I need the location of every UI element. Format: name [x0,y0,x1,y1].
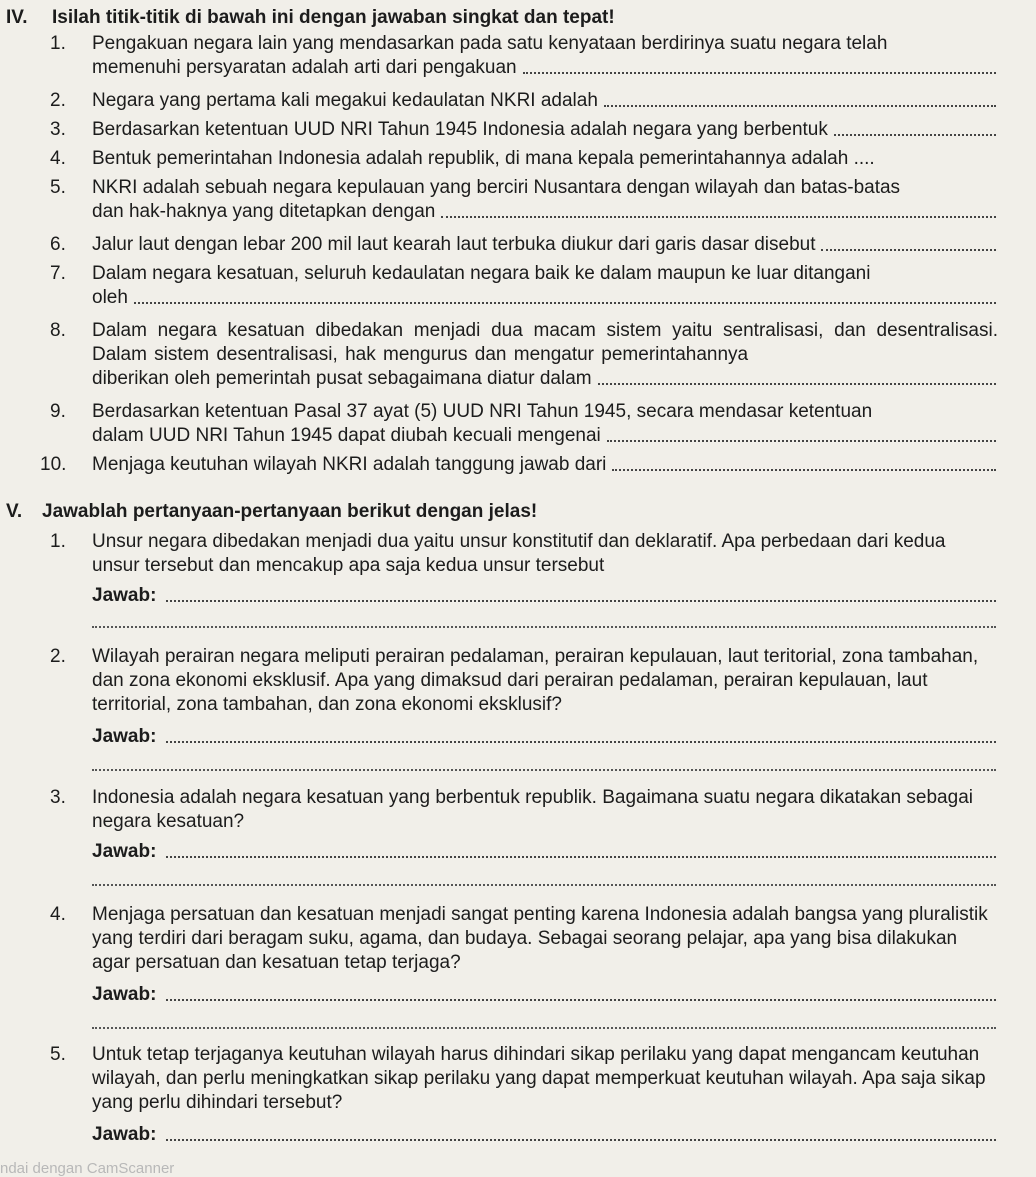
answer-label: Jawab: [92,841,157,862]
iv-item-fill-line [92,56,996,80]
iv-item-fill-line [92,233,996,257]
iv-item-prompt: Berdasarkan ketentuan UUD NRI Tahun 1945 Indonesia adalah negara yang berbentuk [92,119,828,140]
iv-item-fill-line [92,147,996,171]
answer-field[interactable] [166,856,996,858]
iv-item-fill-line [92,89,996,113]
v-item-question: Indonesia adalah negara kesatuan yang berbentuk republik. Bagaimana suatu negara dikatakan sebagai negara kesatuan? [92,787,973,832]
iv-item-number: 8. [50,320,66,341]
answer-label: Jawab: [92,984,157,1005]
iv-item-prompt: diberikan oleh pemerintah pusat sebagaimana diatur dalam [92,368,592,389]
answer-label: Jawab: [92,585,157,606]
answer-field[interactable] [166,741,996,743]
v-item-number: 3. [50,787,66,808]
iv-item-prompt: Jalur laut dengan lebar 200 mil laut kearah laut terbuka diukur dari garis dasar disebut [92,234,816,255]
section-iv-numeral: IV. [6,7,28,28]
iv-item-prompt: oleh [92,287,128,308]
v-item-question: Untuk tetap terjaganya keutuhan wilayah harus dihindari sikap perilaku yang dapat mengancam keutuhan wilayah, dan perlu meningkatkan sikap perilaku yang dapat memperkuat keutuhan wilayah. Apa saja sikap yang perlu dihindari tersebut? [92,1044,986,1113]
iv-item-text: NKRI adalah sebuah negara kepulauan yang berciri Nusantara dengan wilayah dan batas-batas [92,177,901,198]
iv-item-text: Dalam negara kesatuan, seluruh kedaulatan negara baik ke dalam maupun ke luar ditangani [92,263,871,284]
iv-item-fill-line [92,453,996,477]
v-item-number: 2. [50,646,66,667]
answer-blank[interactable] [134,302,996,304]
v-item-question: Menjaga persatuan dan kesatuan menjadi sangat penting karena Indonesia adalah bangsa yang pluralistik yang terdiri dari beragam suku, agama, dan budaya. Sebagai seorang pelajar, apa yang bisa dilakukan agar persatuan dan kesatuan tetap terjaga? [92,904,988,973]
v-item-question: Wilayah perairan negara meliputi perairan pedalaman, perairan kepulauan, laut teritorial, zona tambahan, dan zona ekonomi eksklusif. Apa yang dimaksud dari perairan pedalaman, perairan kepulauan, laut territorial, zona tambahan, dan zona ekonomi eksklusif? [92,646,979,715]
iv-item-fill-line [92,424,996,448]
answer-row [92,840,996,864]
answer-row [92,725,996,749]
iv-item-text: Pengakuan negara lain yang mendasarkan pada satu kenyataan berdirinya suatu negara telah [92,33,888,54]
answer-field[interactable] [166,1139,996,1141]
section-v-title: Jawablah pertanyaan-pertanyaan berikut dengan jelas! [42,501,538,522]
section-iv-title: Isilah titik-titik di bawah ini dengan jawaban singkat dan tepat! [52,7,615,28]
v-item-question: Unsur negara dibedakan menjadi dua yaitu unsur konstitutif dan deklaratif. Apa perbedaan dari kedua unsur tersebut dan mencakup apa saja kedua unsur tersebut [92,531,946,576]
iv-item-number: 7. [50,263,66,284]
answer-field[interactable] [92,626,996,628]
v-item-number: 1. [50,531,66,552]
iv-item-text: Berdasarkan ketentuan Pasal 37 ayat (5) UUD NRI Tahun 1945, secara mendasar ketentuan [92,401,873,422]
iv-item-text: Dalam negara kesatuan dibedakan menjadi dua macam sistem yaitu sentralisasi, dan desentralisasi. Dalam sistem desentralisasi, hak mengurus dan mengatur pemerintahannya [92,320,998,365]
answer-field[interactable] [166,999,996,1001]
iv-item-number: 3. [50,119,66,140]
section-v-heading [6,500,537,524]
answer-field[interactable] [166,600,996,602]
section-v-numeral: V. [6,501,23,522]
iv-item-fill-line [92,118,996,142]
iv-item-prompt: Negara yang pertama kali megakui kedaulatan NKRI adalah [92,90,598,111]
section-iv-heading [6,6,615,30]
answer-row [92,983,996,1007]
answer-blank[interactable] [834,134,996,136]
v-item-number: 4. [50,904,66,925]
iv-item-fill-line [92,286,996,310]
answer-blank[interactable] [598,383,996,385]
answer-field[interactable] [92,1027,996,1029]
answer-blank[interactable] [821,249,996,251]
iv-item-number: 4. [50,148,66,169]
answer-blank[interactable] [441,216,996,218]
iv-item-prompt: dalam UUD NRI Tahun 1945 dapat diubah kecuali mengenai [92,425,601,446]
answer-blank[interactable] [523,72,996,74]
scanner-watermark: ndai dengan CamScanner [0,1160,175,1177]
iv-item-number: 6. [50,234,66,255]
iv-item-prompt: Bentuk pemerintahan Indonesia adalah republik, di mana kepala pemerintahannya adalah .... [92,148,875,169]
iv-item-number: 5. [50,177,66,198]
iv-item-number: 1. [50,33,66,54]
answer-field[interactable] [92,769,996,771]
iv-item-prompt: Menjaga keutuhan wilayah NKRI adalah tanggung jawab dari [92,454,607,475]
answer-field[interactable] [92,884,996,886]
answer-blank[interactable] [604,105,996,107]
iv-item-fill-line [92,200,996,224]
v-item-number: 5. [50,1044,66,1065]
answer-label: Jawab: [92,1124,157,1145]
iv-item-number: 10. [40,454,67,475]
iv-item-prompt: dan hak-haknya yang ditetapkan dengan [92,201,436,222]
iv-item-fill-line [92,367,996,391]
iv-item-prompt: memenuhi persyaratan adalah arti dari pengakuan [92,57,517,78]
answer-row [92,1123,996,1147]
answer-label: Jawab: [92,726,157,747]
iv-item-number: 2. [50,90,66,111]
answer-row [92,584,996,608]
iv-item-number: 9. [50,401,66,422]
answer-blank[interactable] [612,469,996,471]
answer-blank[interactable] [607,440,996,442]
